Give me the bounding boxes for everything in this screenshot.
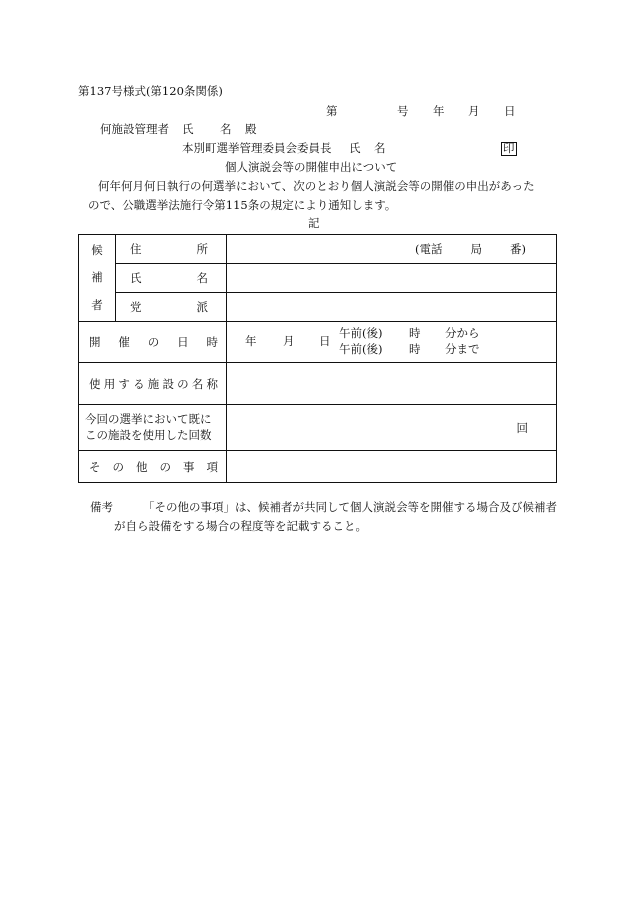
- used-count-label: [79, 405, 227, 451]
- sender-name-label: 名: [374, 141, 386, 155]
- date-year-label: 年: [245, 334, 257, 348]
- end-ampm: 午前(後): [339, 342, 383, 356]
- label-char: 名: [191, 376, 204, 391]
- application-table: [78, 234, 557, 483]
- addressee-surname-label: 氏: [182, 122, 194, 136]
- row-name: [79, 264, 557, 293]
- note-line2: が自ら設備をする場合の程度等を記載すること。: [114, 519, 367, 533]
- candidate-label: [79, 235, 116, 322]
- candidate-chars: [79, 242, 115, 312]
- candidate-char: 候: [91, 242, 103, 257]
- label-char: 名: [196, 271, 208, 285]
- document-title: 個人演説会等の開催申出について: [225, 160, 398, 174]
- label-char: 所: [196, 242, 208, 256]
- candidate-char: 者: [91, 297, 103, 312]
- end-hour-label: 時: [409, 342, 421, 356]
- row-other: [79, 451, 557, 483]
- seal-mark: 印: [503, 141, 515, 155]
- addressee-honorific: 殿: [245, 122, 257, 136]
- number-prefix: 第: [326, 104, 338, 118]
- label-char: の: [147, 335, 160, 349]
- phone-open: (電話: [415, 242, 443, 256]
- label-char: 日: [177, 335, 189, 349]
- party-field[interactable]: [227, 293, 557, 322]
- note-line1: 「その他の事項」は、候補者が共同して個人演説会等を開催する場合及び候補者: [143, 500, 557, 514]
- label-char: 住: [130, 242, 142, 256]
- datetime-label: [79, 322, 227, 363]
- sender-title: 本別町選挙管理委員会委員長: [182, 141, 332, 155]
- row-datetime: [79, 322, 557, 363]
- label-char: 設: [162, 376, 174, 391]
- label-char: 催: [118, 335, 130, 349]
- body-text-line1: 何年何月何日執行の何選挙において、次のとおり個人演説会等の開催の申出があった: [98, 179, 535, 193]
- party-label: [116, 293, 227, 322]
- number-suffix: 号: [397, 104, 409, 118]
- name-field[interactable]: [227, 264, 557, 293]
- label-char: そ: [89, 459, 101, 474]
- year-label: 年: [433, 104, 445, 118]
- used-count-field[interactable]: [227, 405, 557, 451]
- row-party: [79, 293, 557, 322]
- facility-field[interactable]: [227, 363, 557, 405]
- other-field[interactable]: [227, 451, 557, 483]
- label-char: 項: [206, 459, 218, 474]
- month-label: 月: [468, 104, 480, 118]
- label-char: 用: [103, 376, 116, 391]
- label-char: 事: [183, 459, 195, 474]
- date-month-label: 月: [283, 334, 295, 348]
- note-label: 備考: [90, 500, 113, 514]
- label-char: の: [112, 459, 124, 474]
- phone-line: [227, 241, 556, 257]
- row-used-count: [79, 405, 557, 451]
- start-ampm: 午前(後): [339, 326, 383, 340]
- label-char: 開: [89, 335, 101, 349]
- name-label: [116, 264, 227, 293]
- addressee-title: 何施設管理者: [100, 122, 169, 136]
- label-char: 派: [196, 300, 208, 314]
- facility-label: [79, 363, 227, 405]
- phone-exchange: 局: [470, 242, 482, 256]
- label-char: 時: [206, 335, 218, 349]
- label-char: 施: [147, 376, 160, 391]
- address-label: [116, 235, 227, 264]
- address-field[interactable]: [227, 235, 557, 264]
- label-char: す: [118, 376, 130, 391]
- row-facility: [79, 363, 557, 405]
- sender-surname-label: 氏: [349, 141, 361, 155]
- used-count-line1: 今回の選挙において既に: [85, 411, 212, 426]
- start-hour-label: 時: [409, 326, 421, 340]
- end-minute-until: 分まで: [445, 342, 480, 356]
- label-char: 氏: [130, 271, 142, 285]
- label-char: の: [159, 459, 171, 474]
- form-number: 第137号様式(第120条関係): [78, 84, 223, 98]
- label-char: 使: [89, 376, 101, 391]
- addressee-name-label: 名: [220, 122, 232, 136]
- datetime-field[interactable]: [227, 322, 557, 363]
- label-char: 称: [206, 376, 218, 391]
- row-address: [79, 235, 557, 264]
- date-day-label: 日: [319, 334, 331, 348]
- count-unit: 回: [516, 420, 528, 435]
- body-text-line2: ので、公職選挙法施行令第115条の規定により通知します。: [88, 198, 397, 212]
- label-char: 党: [130, 300, 142, 314]
- label-char: 他: [136, 459, 148, 474]
- day-label: 日: [504, 104, 516, 118]
- phone-number-close: 番): [510, 242, 526, 256]
- start-minute-from: 分から: [445, 326, 480, 340]
- ki-heading: 記: [308, 216, 320, 230]
- candidate-char: 補: [91, 270, 103, 285]
- label-char: の: [177, 376, 189, 391]
- used-count-line2: この施設を使用した回数: [85, 427, 212, 442]
- other-label: [79, 451, 227, 483]
- label-char: る: [133, 376, 145, 391]
